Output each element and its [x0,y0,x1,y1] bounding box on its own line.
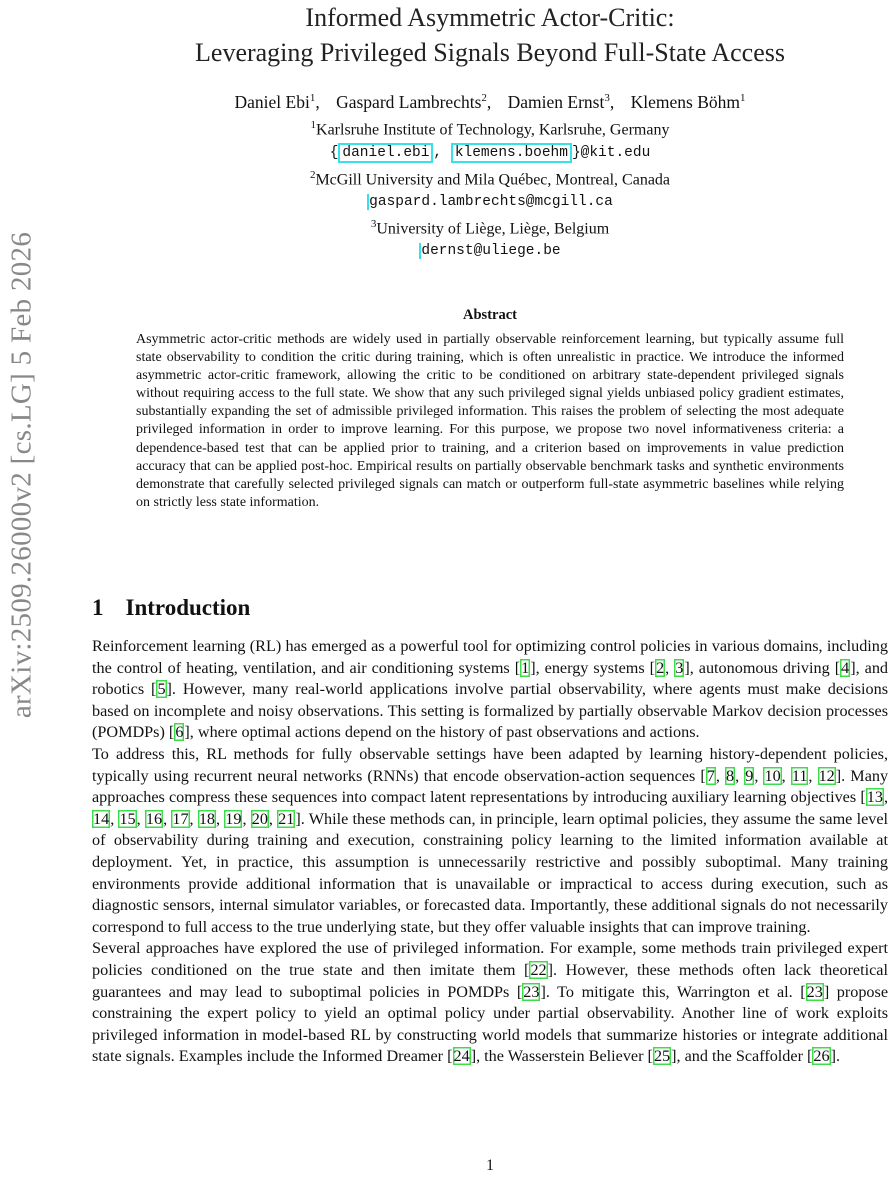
citation-link[interactable]: 14 [93,809,110,828]
abstract-text: Asymmetric actor-critic methods are widely used in partially observable reinforcement learning, but typically assume full state observability to condition the critic during training, which is often unrealistic in practice. We introduce the informed asymmetric actor-critic framework, allowing the critic to be conditioned on arbitrary state-dependent privileged signals without requiring access to the full state. We show that any such privileged signal yields unbiased policy gradient estimates, substantially expanding the set of admissible privileged information. This raises the problem of selecting the most adequate privileged information in order to improve learning. For this purpose, we propose two novel informativeness criteria: a dependence-based test that can be applied prior to training, and a criterion based on improvements in value prediction accuracy that can be applied post-hoc. Empirical results on partially observable benchmark tasks and synthetic environments demonstrate that carefully selected privileged signals can match or outperform full-state asymmetric baselines while relying on strictly less state information. [136,332,844,510]
citation-link[interactable]: 21 [278,809,295,828]
arxiv-sidebar [0,0,45,1200]
citation-link[interactable]: 11 [791,766,808,785]
citation-link[interactable]: 2 [656,658,665,677]
citation-link[interactable]: 4 [841,658,850,677]
affiliation-uliege: $^3$University of Liège, Liège, Belgium [370,218,610,238]
email-link-gaspard[interactable]: gaspard.lambrechts@mcgill.ca [369,194,613,210]
title-line-2: Leveraging Privileged Signals Beyond Full-State Access [195,38,785,67]
citation-link[interactable]: 26 [813,1047,830,1066]
paragraph: Reinforcement learning (RL) has emerged as a powerful tool for optimizing control policies in various domains, including the control of heating, ventilation, and air conditioning systems [1], energy systems [2, 3], autonomous driving [4], and robotics [5]. However, many real-world applications involve partial observability, where agents must make decisions based on incomplete and noisy observations. This setting is formalized by partially observable Markov decision processes (POMDPs) [6], where optimal actions depend on the history of past observations and actions. [92,637,888,742]
citation-link[interactable]: 15 [119,809,136,828]
paper-title [92,0,888,70]
author-list [92,92,888,113]
citation-link[interactable]: 5 [157,680,166,699]
author: Gaspard Lambrechts$^2$, [336,92,492,112]
citation-link[interactable]: 10 [764,766,781,785]
citation-link[interactable]: 22 [530,960,547,979]
affiliation-kit: $^1$Karlsruhe Institute of Technology, Karlsruhe, Germany [310,119,670,139]
citation-link[interactable]: 3 [675,658,684,677]
citation-link[interactable]: 19 [225,809,242,828]
citation-link[interactable]: 8 [725,766,735,785]
section-title: Introduction [125,595,251,620]
section-number: 1 [92,595,104,620]
citation-link[interactable]: 23 [523,982,540,1001]
citation-link[interactable]: 20 [251,809,268,828]
citation-link[interactable]: 9 [745,766,754,785]
email-mcgill [92,194,888,210]
citation-link[interactable]: 17 [172,809,189,828]
arxiv-identifier[interactable]: arXiv:2509.26000v2 [cs.LG] 5 Feb 2026 [5,231,38,719]
author: Klemens Böhm$^1$ [630,92,746,112]
citation-link[interactable]: 13 [866,788,883,807]
citation-link[interactable]: 1 [521,658,530,677]
citation-link[interactable]: 24 [453,1047,470,1066]
title-line-1: Informed Asymmetric Actor-Critic: [305,3,675,32]
email-link-damien[interactable]: dernst@uliege.be [421,243,561,259]
author: Damien Ernst$^3$, [507,92,615,112]
email-link-klemens[interactable]: klemens.boehm [451,143,572,163]
paragraph: To address this, RL methods for fully observable settings have been adapted by learning history-dependent policies, typically using recurrent neural networks (RNNs) that encode observation-action sequences [7, 8, 9, 10, 11, 12]. Many approaches compress these sequences into compact latent representations by introducing auxiliary learning objectives [13, 14, 15, 16, 17, 18, 19, 20, 21]. While these methods can, in principle, learn optimal policies, they assume the same level of observability during training and execution, constraining policy learning to the limited information available at deployment. Yet, in practice, this assumption is unnecessarily restrictive and possibly suboptimal. Many training environments provide additional information that is unavailable or impractical to access during execution, such as diagnostic sensors, internal simulator variables, or forecasted data. Importantly, these additional signals do not necessarily correspond to full access to the true underlying state, but they offer valuable insights that can improve training. [92,744,888,936]
citation-link[interactable]: 16 [145,809,163,828]
affiliation-mcgill: $^2$McGill University and Mila Québec, Montreal, Canada [309,169,671,189]
citation-link[interactable]: 7 [706,766,715,785]
email-link-daniel[interactable]: daniel.ebi [338,143,433,163]
email-kit: { daniel.ebi , klemens.boehm }@kit.edu [329,145,651,161]
page-number: 1 [486,1157,494,1174]
citation-link[interactable]: 12 [818,766,835,785]
introduction-body [92,636,888,1068]
abstract-heading: Abstract [463,307,517,323]
citation-link[interactable]: 25 [653,1047,671,1066]
section-heading-introduction [92,595,250,621]
paragraph: Several approaches have explored the use of privileged information. For example, some methods train privileged expert policies conditioned on the true state and then imitate them [22]. However, these methods often lack theoretical guarantees and may lead to suboptimal policies in POMDPs [23]. To mitigate this, Warrington et al. [23] propose constraining the expert policy to yield an optimal policy under partial observability. Another line of work exploits privileged information in model-based RL by constructing world models that summarize histories or integrate additional state signals. Examples include the Informed Dreamer [24], the Wasserstein Believer [25], and the Scaffolder [26]. [92,939,888,1066]
citation-link[interactable]: 23 [806,982,823,1001]
author: Daniel Ebi$^1$, [234,92,320,112]
citation-link[interactable]: 18 [198,809,215,828]
email-uliege [92,243,888,259]
citation-link[interactable]: 6 [175,723,184,742]
